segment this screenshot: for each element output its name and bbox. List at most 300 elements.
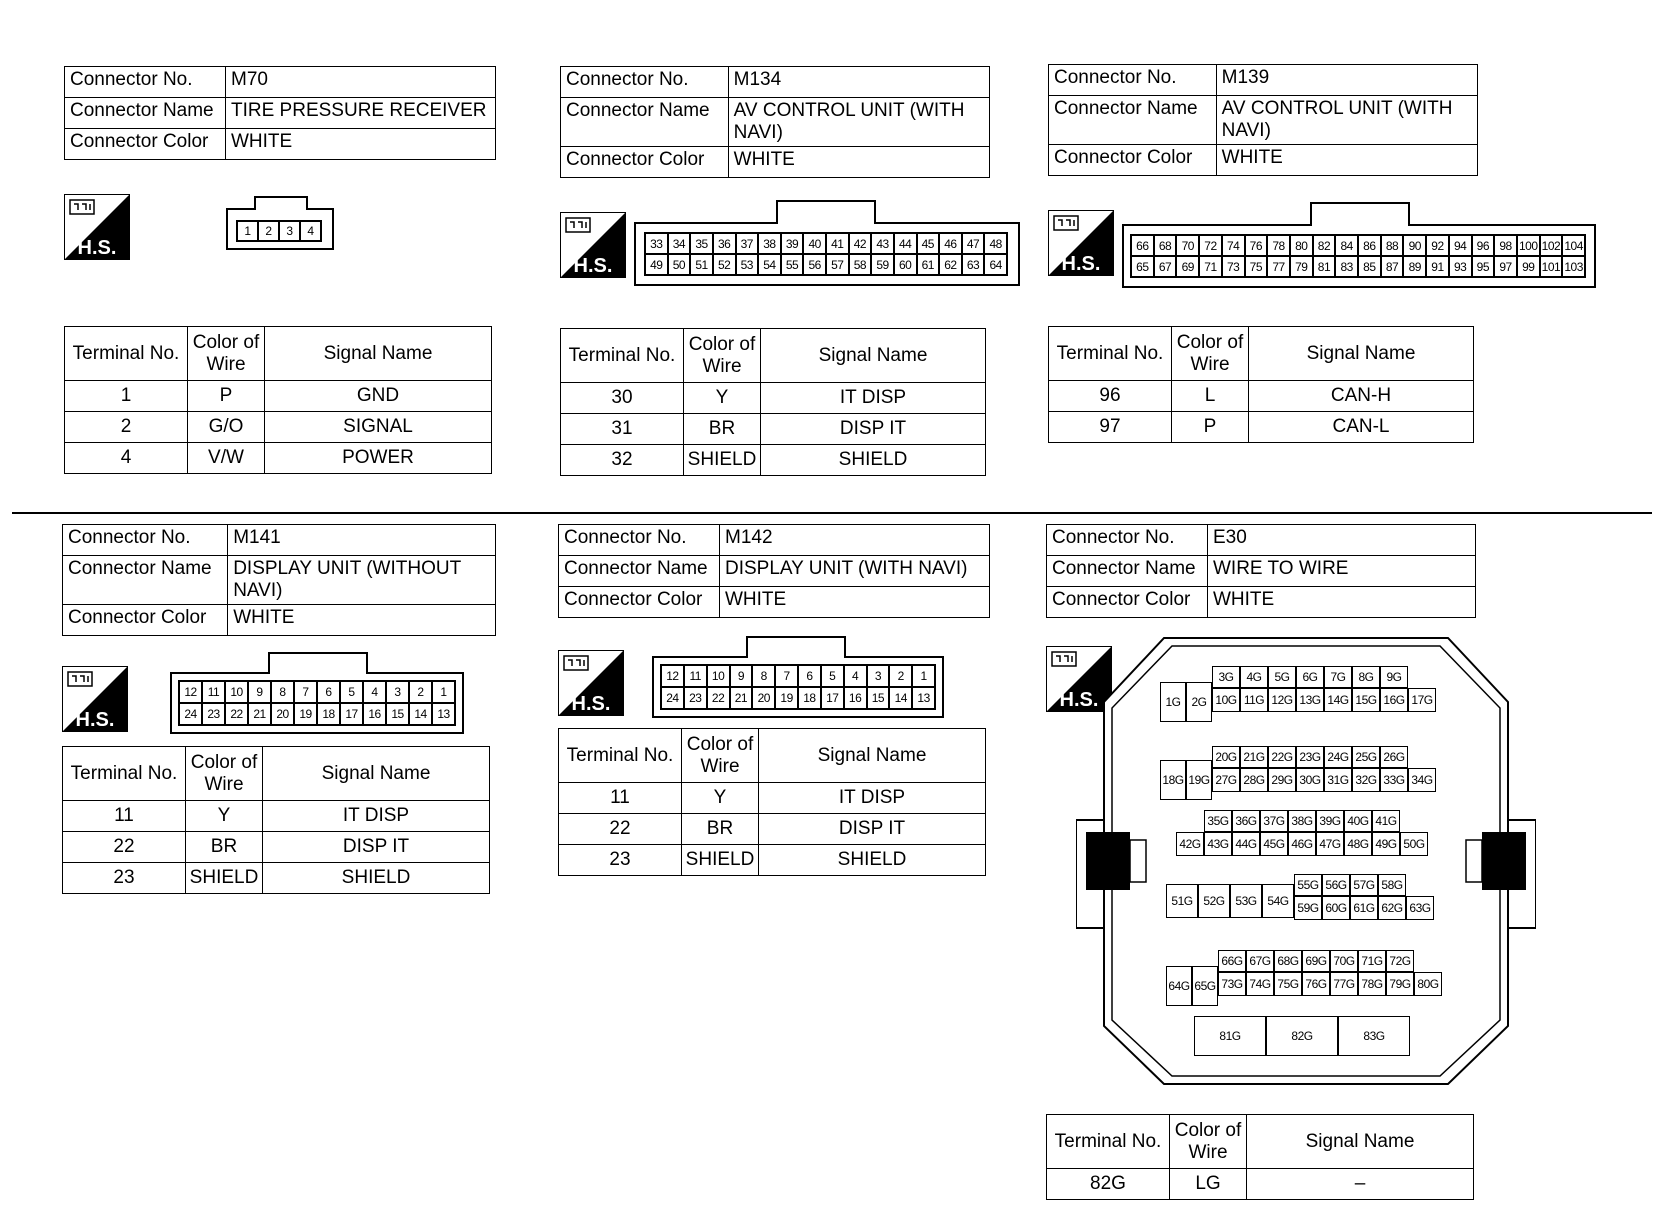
- pin: 22: [225, 703, 248, 725]
- pin-group: [1160, 760, 1212, 800]
- pin: 78G: [1358, 972, 1386, 996]
- pin: 23G: [1296, 746, 1324, 768]
- cell-terminal: 32: [561, 445, 684, 476]
- pin: 6: [317, 681, 340, 703]
- hs-label: H.S.: [75, 709, 115, 731]
- pin: 43G: [1204, 832, 1232, 856]
- cell-terminal: 11: [559, 783, 682, 814]
- header-signal-name: Signal Name: [761, 329, 986, 383]
- pin: 20G: [1212, 746, 1240, 768]
- cell-terminal: 2: [65, 412, 188, 443]
- cell-terminal: 30: [561, 383, 684, 414]
- pin: 78: [1267, 235, 1290, 256]
- cell-signal: SHIELD: [761, 445, 986, 476]
- cell-signal: GND: [265, 381, 492, 412]
- connector-name-value: DISPLAY UNIT (WITHOUT NAVI): [228, 556, 496, 605]
- header-signal-name: Signal Name: [1249, 327, 1474, 381]
- label-connector-no: Connector No.: [63, 525, 228, 556]
- pin: 83G: [1338, 1016, 1410, 1056]
- header-color-of-wire: Color of Wire: [1172, 327, 1249, 381]
- pin-group: [1294, 874, 1406, 896]
- pin-group: [1166, 966, 1218, 1006]
- pin: 11: [202, 681, 225, 703]
- pin: 46: [939, 233, 962, 254]
- table-row: [65, 412, 492, 443]
- pin: 67: [1154, 256, 1177, 277]
- pin-group: [1176, 832, 1428, 856]
- pin: 2: [889, 665, 912, 687]
- cell-wire: BR: [682, 814, 759, 845]
- pin: 84: [1335, 235, 1358, 256]
- pin: 72: [1199, 235, 1222, 256]
- pin: 100: [1517, 235, 1540, 256]
- pin: 80: [1290, 235, 1313, 256]
- label-connector-color: Connector Color: [63, 605, 228, 636]
- pin: 46G: [1288, 832, 1316, 856]
- pin: 47: [962, 233, 985, 254]
- connector-m70-face: [226, 208, 334, 250]
- pin: 22: [707, 687, 730, 709]
- pin: 15: [867, 687, 890, 709]
- pin: 45: [917, 233, 940, 254]
- cell-wire: SHIELD: [186, 863, 263, 894]
- pin: 14: [409, 703, 432, 725]
- pin: 50G: [1400, 832, 1428, 856]
- pin: 15: [386, 703, 409, 725]
- pin: 44: [894, 233, 917, 254]
- pin: 74G: [1246, 972, 1274, 996]
- connector-m142-face: [652, 656, 944, 718]
- connector-name-value: AV CONTROL UNIT (WITH NAVI): [1216, 96, 1477, 145]
- pin: 57G: [1350, 874, 1378, 896]
- cell-wire: Y: [682, 783, 759, 814]
- pin: 70G: [1330, 950, 1358, 972]
- pin: 52: [713, 254, 736, 275]
- pin: 16: [844, 687, 867, 709]
- connector-no-value: E30: [1208, 525, 1476, 556]
- pin: 12G: [1268, 688, 1296, 712]
- header-signal-name: Signal Name: [265, 327, 492, 381]
- pin: 60G: [1322, 896, 1350, 920]
- cell-signal: IT DISP: [263, 801, 490, 832]
- pin: 71: [1199, 256, 1222, 277]
- pin: 79: [1290, 256, 1313, 277]
- label-connector-no: Connector No.: [65, 67, 226, 98]
- pin: 51G: [1166, 884, 1198, 918]
- pin: 12: [661, 665, 684, 687]
- connector-name-value: WIRE TO WIRE: [1208, 556, 1476, 587]
- connector-key: [254, 196, 308, 210]
- pin: 33G: [1380, 768, 1408, 792]
- connector-color-value: WHITE: [226, 129, 496, 160]
- pin: 39: [781, 233, 804, 254]
- connector-m70-info: [64, 66, 496, 160]
- header-color-of-wire: Color of Wire: [1170, 1115, 1247, 1169]
- cell-terminal: 23: [559, 845, 682, 876]
- pin: 7: [294, 681, 317, 703]
- table-row: [559, 845, 986, 876]
- pin: 98: [1494, 235, 1517, 256]
- pin: 49: [645, 254, 668, 275]
- pin: 91: [1426, 256, 1449, 277]
- header-terminal-no: Terminal No.: [561, 329, 684, 383]
- pin: 62G: [1378, 896, 1406, 920]
- pin: 56G: [1322, 874, 1350, 896]
- pin: 49G: [1372, 832, 1400, 856]
- pin: 48: [984, 233, 1007, 254]
- table-row: [65, 443, 492, 474]
- terminal-table-e30: [1046, 1114, 1474, 1200]
- cell-signal: –: [1247, 1169, 1474, 1200]
- pin-group: [1166, 884, 1294, 918]
- pin: 42G: [1176, 832, 1204, 856]
- label-connector-no: Connector No.: [561, 67, 729, 98]
- hs-label: H.S.: [1059, 689, 1099, 711]
- pin: 55G: [1294, 874, 1322, 896]
- pin: 38: [758, 233, 781, 254]
- pin: 8G: [1352, 666, 1380, 688]
- pin: 12: [179, 681, 202, 703]
- pin: 79G: [1386, 972, 1414, 996]
- pin: 99: [1517, 256, 1540, 277]
- pin: 1: [237, 221, 258, 241]
- pin: 13: [912, 687, 935, 709]
- header-terminal-no: Terminal No.: [1047, 1115, 1170, 1169]
- pin: 9: [248, 681, 271, 703]
- table-row: [1047, 1169, 1474, 1200]
- hs-label: H.S.: [1061, 253, 1101, 275]
- table-row: [1049, 381, 1474, 412]
- connector-m139-info: [1048, 64, 1478, 176]
- connector-m139-face: [1122, 224, 1596, 288]
- connector-no-value: M70: [226, 67, 496, 98]
- pin: 16: [363, 703, 386, 725]
- pin: 61G: [1350, 896, 1378, 920]
- connector-no-value: M141: [228, 525, 496, 556]
- label-connector-color: Connector Color: [559, 587, 720, 618]
- connector-m141-info: [62, 524, 496, 636]
- cell-signal: SHIELD: [759, 845, 986, 876]
- cell-wire: BR: [684, 414, 761, 445]
- pin: 61: [917, 254, 940, 275]
- cell-terminal: 11: [63, 801, 186, 832]
- pin: 69G: [1302, 950, 1330, 972]
- connector-color-value: WHITE: [228, 605, 496, 636]
- pin: 96: [1472, 235, 1495, 256]
- pin: 4: [300, 221, 321, 241]
- cell-terminal: 97: [1049, 412, 1172, 443]
- section-divider: [12, 512, 1652, 514]
- cell-signal: SHIELD: [263, 863, 490, 894]
- pin: 71G: [1358, 950, 1386, 972]
- connector-no-value: M139: [1216, 65, 1477, 96]
- header-color-of-wire: Color of Wire: [188, 327, 265, 381]
- pin: 13: [432, 703, 455, 725]
- pin: 35G: [1204, 810, 1232, 832]
- pin: 11G: [1240, 688, 1268, 712]
- pin: 80G: [1414, 972, 1442, 996]
- connector-e30-face: [1076, 636, 1536, 1088]
- connector-key: [776, 200, 876, 224]
- pin: 101: [1540, 256, 1563, 277]
- pin: 21G: [1240, 746, 1268, 768]
- pin: 10G: [1212, 688, 1240, 712]
- pin: 93: [1449, 256, 1472, 277]
- pin: 17G: [1408, 688, 1436, 712]
- connector-m142-info: [558, 524, 990, 618]
- label-connector-no: Connector No.: [1047, 525, 1208, 556]
- pin: 72G: [1386, 950, 1414, 972]
- cell-wire: SHIELD: [682, 845, 759, 876]
- pin: 50: [668, 254, 691, 275]
- pin: 102: [1540, 235, 1563, 256]
- pin: 4: [363, 681, 386, 703]
- cell-terminal: 1: [65, 381, 188, 412]
- label-connector-color: Connector Color: [65, 129, 226, 160]
- cell-terminal: 22: [63, 832, 186, 863]
- cell-signal: DISP IT: [263, 832, 490, 863]
- pin: 10: [707, 665, 730, 687]
- label-connector-name: Connector Name: [1049, 96, 1217, 145]
- pin: 82: [1313, 235, 1336, 256]
- pin: 66: [1131, 235, 1154, 256]
- pin: 57: [826, 254, 849, 275]
- pin: 54G: [1262, 884, 1294, 918]
- pin: 40G: [1344, 810, 1372, 832]
- pin: 63G: [1406, 896, 1434, 920]
- pin: 21: [248, 703, 271, 725]
- pin: 41G: [1372, 810, 1400, 832]
- pin: 22G: [1268, 746, 1296, 768]
- pin: 70: [1176, 235, 1199, 256]
- pin: 81: [1313, 256, 1336, 277]
- pin: 68: [1154, 235, 1177, 256]
- pin: 82G: [1266, 1016, 1338, 1056]
- pin: 39G: [1316, 810, 1344, 832]
- connector-no-value: M142: [720, 525, 990, 556]
- pin: 18: [798, 687, 821, 709]
- pin: 34: [668, 233, 691, 254]
- pin: 76: [1245, 235, 1268, 256]
- pin: 5: [821, 665, 844, 687]
- label-connector-color: Connector Color: [1047, 587, 1208, 618]
- hs-label: H.S.: [573, 255, 613, 277]
- pin: 63: [962, 254, 985, 275]
- pin: 58: [849, 254, 872, 275]
- pin: 48G: [1344, 832, 1372, 856]
- pin: 73G: [1218, 972, 1246, 996]
- pin: 94: [1449, 235, 1472, 256]
- pin-grid: [178, 680, 456, 726]
- pin: 30G: [1296, 768, 1324, 792]
- cell-signal: SIGNAL: [265, 412, 492, 443]
- cell-terminal: 22: [559, 814, 682, 845]
- cell-signal: CAN-H: [1249, 381, 1474, 412]
- header-signal-name: Signal Name: [1247, 1115, 1474, 1169]
- pin: 11: [684, 665, 707, 687]
- pin: 4: [844, 665, 867, 687]
- pin: 8: [752, 665, 775, 687]
- connector-color-value: WHITE: [1216, 145, 1477, 176]
- table-row: [561, 445, 986, 476]
- cell-wire: SHIELD: [684, 445, 761, 476]
- pin: 9: [730, 665, 753, 687]
- pin: 42: [849, 233, 872, 254]
- cell-signal: DISP IT: [761, 414, 986, 445]
- pin: 77: [1267, 256, 1290, 277]
- cell-wire: G/O: [188, 412, 265, 443]
- pin: 89: [1403, 256, 1426, 277]
- pin-group: [1194, 1016, 1410, 1056]
- pin: 92: [1426, 235, 1449, 256]
- harness-side-icon: [560, 212, 626, 278]
- pin: 19: [294, 703, 317, 725]
- pin: 10: [225, 681, 248, 703]
- cell-wire: Y: [186, 801, 263, 832]
- connector-color-value: WHITE: [728, 147, 989, 178]
- cell-signal: CAN-L: [1249, 412, 1474, 443]
- terminal-table-m139: [1048, 326, 1474, 443]
- pin: 68G: [1274, 950, 1302, 972]
- pin-group: [1218, 972, 1442, 996]
- pin: 60: [894, 254, 917, 275]
- table-row: [63, 832, 490, 863]
- pin: 88: [1381, 235, 1404, 256]
- pin: 1: [432, 681, 455, 703]
- connector-no-value: M134: [728, 67, 989, 98]
- cell-signal: DISP IT: [759, 814, 986, 845]
- pin: 69: [1176, 256, 1199, 277]
- connector-m141-face: [170, 672, 464, 734]
- connector-m134-face: [634, 222, 1020, 286]
- pin: 75: [1245, 256, 1268, 277]
- pin: 53: [736, 254, 759, 275]
- label-connector-color: Connector Color: [1049, 145, 1217, 176]
- pin: 1: [912, 665, 935, 687]
- pin: 64: [984, 254, 1007, 275]
- pin: 27G: [1212, 768, 1240, 792]
- pin: 59: [871, 254, 894, 275]
- pin-group: [1160, 682, 1212, 722]
- pin: 6G: [1296, 666, 1324, 688]
- pin: 32G: [1352, 768, 1380, 792]
- header-color-of-wire: Color of Wire: [684, 329, 761, 383]
- pin: 9G: [1380, 666, 1408, 688]
- pin-group: [1212, 688, 1436, 712]
- pin-group: [1212, 768, 1436, 792]
- cell-wire: P: [1172, 412, 1249, 443]
- pin: 24: [661, 687, 684, 709]
- harness-side-icon: [62, 666, 128, 732]
- pin: 17: [340, 703, 363, 725]
- pin: 81G: [1194, 1016, 1266, 1056]
- pin: 3: [867, 665, 890, 687]
- pin-grid: [644, 232, 1008, 276]
- cell-wire: BR: [186, 832, 263, 863]
- connector-color-value: WHITE: [1208, 587, 1476, 618]
- pin: 20: [752, 687, 775, 709]
- table-row: [63, 863, 490, 894]
- pin: 52G: [1198, 884, 1230, 918]
- pin: 14G: [1324, 688, 1352, 712]
- pin: 86: [1358, 235, 1381, 256]
- pin: 90: [1403, 235, 1426, 256]
- pin: 37: [736, 233, 759, 254]
- pin: 38G: [1288, 810, 1316, 832]
- pin: 23: [684, 687, 707, 709]
- pin: 5: [340, 681, 363, 703]
- pin: 37G: [1260, 810, 1288, 832]
- pin: 65G: [1192, 966, 1218, 1006]
- header-terminal-no: Terminal No.: [63, 747, 186, 801]
- table-row: [561, 383, 986, 414]
- pin: 55: [781, 254, 804, 275]
- table-row: [559, 814, 986, 845]
- pin: 104: [1562, 235, 1585, 256]
- pin: 36: [713, 233, 736, 254]
- connector-m134-info: [560, 66, 990, 178]
- pin: 67G: [1246, 950, 1274, 972]
- pin: 59G: [1294, 896, 1322, 920]
- pin: 97: [1494, 256, 1517, 277]
- pin: 44G: [1232, 832, 1260, 856]
- pin: 43: [871, 233, 894, 254]
- label-connector-name: Connector Name: [561, 98, 729, 147]
- pin: 58G: [1378, 874, 1406, 896]
- label-connector-name: Connector Name: [65, 98, 226, 129]
- cell-terminal: 4: [65, 443, 188, 474]
- pin: 73: [1222, 256, 1245, 277]
- cell-wire: Y: [684, 383, 761, 414]
- pin-group: [1294, 896, 1434, 920]
- pin: 19: [775, 687, 798, 709]
- cell-wire: LG: [1170, 1169, 1247, 1200]
- harness-side-icon: [64, 194, 130, 260]
- pin: 33: [645, 233, 668, 254]
- pin: 3: [279, 221, 300, 241]
- pin: 47G: [1316, 832, 1344, 856]
- pin: 66G: [1218, 950, 1246, 972]
- pin: 26G: [1380, 746, 1408, 768]
- harness-side-icon: [558, 650, 624, 716]
- pin: 35: [690, 233, 713, 254]
- pin: 7G: [1324, 666, 1352, 688]
- pin: 83: [1335, 256, 1358, 277]
- pin: 29G: [1268, 768, 1296, 792]
- pin: 3: [386, 681, 409, 703]
- pin: 40: [803, 233, 826, 254]
- hs-label: H.S.: [571, 693, 611, 715]
- pin: 75G: [1274, 972, 1302, 996]
- table-row: [65, 381, 492, 412]
- cell-terminal: 23: [63, 863, 186, 894]
- cell-terminal: 82G: [1047, 1169, 1170, 1200]
- pin: 6: [798, 665, 821, 687]
- terminal-table-m142: [558, 728, 986, 876]
- table-row: [559, 783, 986, 814]
- connector-color-value: WHITE: [720, 587, 990, 618]
- header-color-of-wire: Color of Wire: [682, 729, 759, 783]
- pin: 65: [1131, 256, 1154, 277]
- pin: 45G: [1260, 832, 1288, 856]
- terminal-table-m134: [560, 328, 986, 476]
- pin-grid: [1130, 234, 1586, 278]
- pin: 51: [690, 254, 713, 275]
- pin: 62: [939, 254, 962, 275]
- label-connector-name: Connector Name: [1047, 556, 1208, 587]
- connector-name-value: DISPLAY UNIT (WITH NAVI): [720, 556, 990, 587]
- label-connector-color: Connector Color: [561, 147, 729, 178]
